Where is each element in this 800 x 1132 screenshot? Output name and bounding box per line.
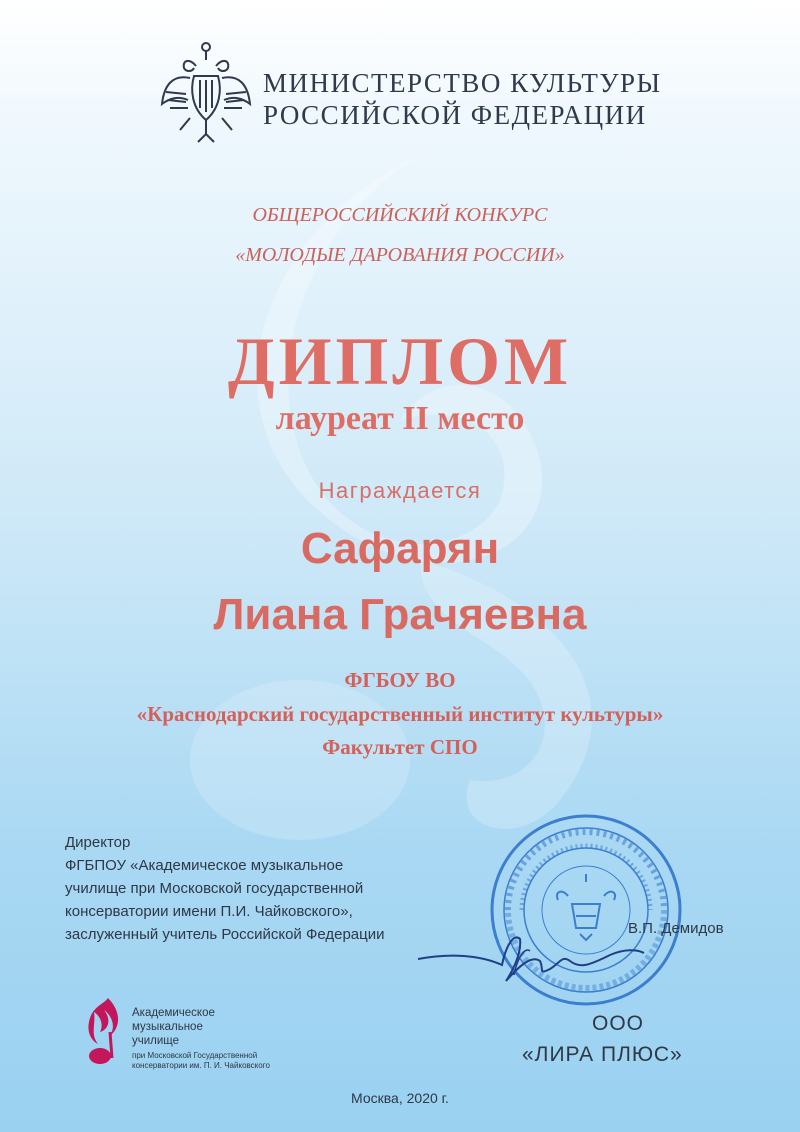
competition-title-line1: ОБЩЕРОССИЙСКИЙ КОНКУРС	[252, 204, 548, 226]
signature-icon	[410, 925, 650, 995]
city-year: Москва, 2020 г.	[351, 1090, 449, 1106]
school-logo-line5: консерватории им. П. И. Чайковского	[132, 1061, 270, 1070]
school-logo-line4: при Московской Государственной	[132, 1051, 258, 1060]
institution-line3: Факультет СПО	[322, 735, 478, 759]
director-title: Директор	[65, 834, 131, 851]
institution-line2: «Краснодарский государственный институт культуры»	[136, 702, 664, 726]
director-org-line1: ФГБПОУ «Академическое музыкальное	[65, 857, 344, 874]
double-headed-eagle-lyre-icon	[160, 38, 252, 148]
director-org-line2: училище при Московской государственной	[65, 880, 364, 897]
institution-line1: ФГБОУ ВО	[344, 668, 456, 692]
ministry-header	[160, 38, 662, 148]
recipient-surname: Сафарян	[300, 524, 500, 573]
diploma-subtitle: лауреат II место	[275, 400, 525, 437]
director-rank: заслуженный учитель Российской Федерации	[65, 926, 385, 943]
school-logo-line3: училище	[132, 1035, 180, 1047]
ministry-name-line2: РОССИЙСКОЙ ФЕДЕРАЦИИ	[263, 100, 647, 130]
awarded-label: Награждается	[318, 478, 482, 503]
organizer-name: «ЛИРА ПЛЮС»	[522, 1043, 683, 1066]
music-note-flame-logo-icon	[86, 996, 126, 1072]
ministry-name-line1: МИНИСТЕРСТВО КУЛЬТУРЫ	[263, 68, 662, 98]
signer-name: В.П. Демидов	[628, 920, 724, 937]
organizer-form: ООО	[592, 1012, 645, 1035]
recipient-given-names: Лиана Грачяевна	[213, 590, 587, 639]
school-logo-line1: Академическое	[132, 1007, 215, 1019]
director-org-line3: консерватории имени П.И. Чайковского»,	[65, 903, 353, 920]
competition-title-line2: «МОЛОДЫЕ ДАРОВАНИЯ РОССИИ»	[235, 244, 565, 266]
school-logo-line2: музыкальное	[132, 1021, 203, 1033]
diploma-title: ДИПЛОМ	[227, 323, 573, 399]
